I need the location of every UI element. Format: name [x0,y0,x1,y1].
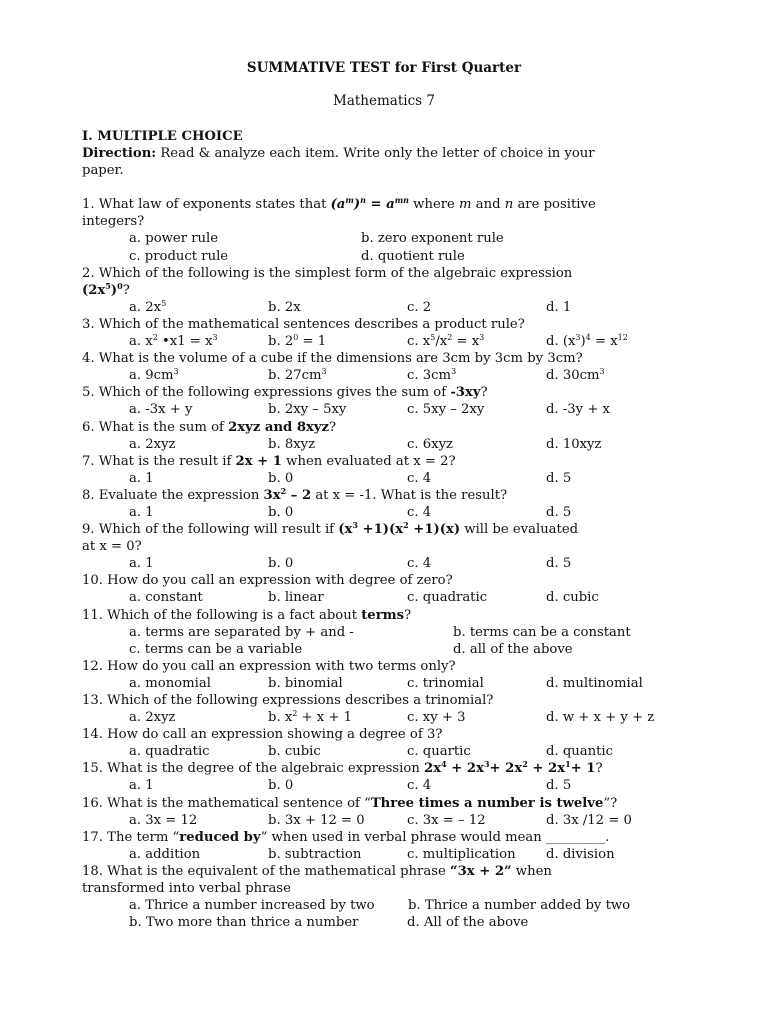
choice-b: b. terms can be a constant [453,624,631,640]
q1-text: 1. What law of exponents states that [82,197,331,213]
choice-a: a. $2x^5$ [129,298,167,315]
choice-b: b. 2xy – 5xy [268,402,347,418]
choice-a: a. -3x + y [129,402,193,418]
q13-choices [82,709,682,726]
choice-d: d. 5 [546,470,572,486]
q6-bold: 2xyz and 8xyz [228,419,330,435]
test-title: SUMMATIVE TEST for First Quarter [246,60,522,76]
question-1 [82,196,682,213]
choice-a: a. 1 [129,504,154,520]
choice-c: c. 4 [407,470,432,486]
q1-var-m: m [459,197,472,213]
choice-b: b. 0 [268,778,294,794]
question-8: 8. Evaluate the expression $3x^2 - 2$ at x = -1. What is the result? [82,485,508,503]
direction-line-1 [82,145,682,162]
choice-d: d. quantic [546,744,614,760]
choice-a: a. 1 [129,556,154,572]
question-17: 17. The term “reduced by” when used in verbal phrase would mean _________. [82,829,610,845]
choice-c: c. terms can be a variable [129,641,303,657]
choice-a: a. 2xyz [129,436,176,452]
q8-expression: $3x^2 - 2$ [263,485,312,503]
choice-b: b. subtraction [268,846,362,862]
q11-choices-row-2 [82,641,682,658]
q15-choices [82,777,682,794]
question-13: 13. Which of the following expressions describes a trinomial? [82,693,494,708]
choice-a: a. $x^2$ •x1 = $x^3$ [129,333,218,350]
choice-a: a. 1 [129,470,154,486]
q11-choices-row-1 [82,624,682,641]
q7-choices [82,470,682,487]
choice-d: d. 5 [546,556,572,572]
q17-bold: reduced by [179,829,261,845]
choice-d: d. All of the above [407,915,529,931]
question-14: 14. How do call an expression showing a degree of 3? [82,727,443,743]
choice-c: b. Two more than thrice a number [129,915,359,931]
question-9: 9. Which of the following will result if $(x^3 +1)(x^2 +1)(x)$ will be evaluated [82,520,579,538]
q18-choices-row-1 [82,897,682,914]
choice-b: b. $2^0 = 1$ [268,333,327,350]
question-12: 12. How do you call an expression with two terms only? [82,658,456,674]
q14-choices [82,743,682,760]
choice-c: c. xy + 3 [407,710,466,726]
q16-choices [82,812,682,829]
question-5: 5. Which of the following expressions gives the sum of -3xy? [82,385,488,401]
q6-choices [82,436,682,453]
q2-tail: ? [122,282,130,298]
choice-b: b. 8xyz [268,436,316,452]
question-15: 15. What is the degree of the algebraic expression $2x^4 + 2x^3+ 2x^2 + 2x^1+ 1$? [82,759,603,777]
choice-c: c. $x^5/x^2 = x^3$ [407,333,485,350]
question-7: 7. What is the result if 2x + 1 when evaluated at x = 2? [82,453,456,469]
q9-expression: $(x^3 +1)(x^2 +1)(x)$ [338,520,461,538]
choice-c: c. 2 [407,299,432,315]
q2-line-2 [82,282,682,299]
choice-d: d. $30cm^3$ [546,367,605,384]
q5-bold: -3xy [450,385,481,401]
choice-a: a. power rule [129,231,219,247]
choice-b: b. cubic [268,744,321,760]
q8-choices [82,504,682,521]
q1-var-n: n [504,197,514,213]
choice-b: b. $x^2 + x + 1$ [268,709,353,726]
choice-a: a. terms are separated by + and - [129,624,354,640]
choice-d: d. w + x + y + z [546,710,655,726]
choice-d: d. 5 [546,778,572,794]
q9-choices [82,555,682,572]
choice-c: c. trinomial [407,675,484,691]
direction-line-2: paper. [82,163,124,179]
choice-a: a. constant [129,590,203,606]
section-heading: I. MULTIPLE CHOICE [82,129,243,144]
choice-c: c. product rule [129,248,229,264]
q1-and: and [471,197,505,213]
q1-choices-row-2 [82,248,682,265]
choice-b: b. binomial [268,675,343,691]
q3-choices [82,333,682,350]
choice-c: c. quartic [407,744,471,760]
choice-d: d. quotient rule [361,248,465,264]
choice-a: a. addition [129,846,201,862]
choice-d: d. cubic [546,590,599,606]
choice-c: c. quadratic [407,590,488,606]
q2-choices [82,299,682,316]
choice-a: a. $9cm^3$ [129,367,179,384]
choice-b: b. zero exponent rule [361,231,504,247]
question-10: 10. How do you call an expression with degree of zero? [82,573,453,589]
q1-text-3: are positive [513,197,596,213]
choice-c: c. 4 [407,778,432,794]
choice-d: d. multinomial [546,675,643,691]
choice-c: c. 6xyz [407,436,453,452]
choice-c: c. 4 [407,556,432,572]
choice-b: b. 0 [268,556,294,572]
direction-label: Direction: [82,146,157,162]
question-3: 3. Which of the mathematical sentences describes a product rule? [82,316,525,332]
q18-bold: “3x + 2” [449,863,512,879]
choice-d: d. 10xyz [546,436,602,452]
q2-expression: $(2x^5)^0$ [82,280,123,298]
q9-line-2: at x = 0? [82,539,142,555]
question-4: 4. What is the volume of a cube if the dimensions are 3cm by 3cm by 3cm? [82,351,583,367]
choice-d: d. 5 [546,504,572,520]
q16-bold: Three times a number is twelve [370,795,604,811]
q4-choices [82,367,682,384]
direction-text: Read & analyze each item. Write only the letter of choice in your [156,146,595,162]
choice-c: c. multiplication [407,846,516,862]
q1-line-2: integers? [82,214,145,230]
choice-a: a. monomial [129,675,211,691]
choice-d: d. 1 [546,299,572,315]
choice-c: c. 3x = – 12 [407,812,486,828]
choice-d: d. $(x^3)^4 = x^{12}$ [546,333,628,350]
choice-b: b. 0 [268,504,294,520]
test-subtitle: Mathematics 7 [333,93,435,109]
choice-a: a. 1 [129,778,154,794]
q17-choices [82,846,682,863]
question-2: 2. Which of the following is the simplest form of the algebraic expression [82,265,573,281]
q1-text-2: where [408,197,460,213]
choice-c: c. $3cm^3$ [407,367,457,384]
question-11: 11. Which of the following is a fact about terms? [82,607,412,623]
test-content [82,128,682,931]
q5-choices [82,401,682,418]
choice-d: d. -3y + x [546,402,610,418]
question-18: 18. What is the equivalent of the mathematical phrase “3x + 2” when [82,863,552,879]
choice-b: b. linear [268,590,324,606]
choice-d: d. all of the above [453,641,573,657]
choice-d: d. division [546,846,615,862]
choice-b: b. 3x + 12 = 0 [268,812,365,828]
choice-a: a. 2xyz [129,710,176,726]
q1-choices-row-1 [82,230,682,247]
choice-c: c. 5xy – 2xy [407,402,485,418]
choice-b: b. $27cm^3$ [268,367,327,384]
choice-d: d. 3x /12 = 0 [546,812,632,828]
choice-a: a. Thrice a number increased by two [129,898,375,914]
q18-choices-row-2 [82,914,682,931]
question-6: 6. What is the sum of 2xyz and 8xyz? [82,419,337,435]
choice-a: a. 3x = 12 [129,812,198,828]
q1-formula: $(a^m)^n = a^{mn}$ [330,195,409,213]
choice-a: a. quadratic [129,744,210,760]
q15-expression: $2x^4 + 2x^3+ 2x^2 + 2x^1+ 1$ [424,759,596,777]
choice-b: b. 0 [268,470,294,486]
choice-b: b. 2x [268,299,301,315]
choice-c: c. 4 [407,504,432,520]
question-16: 16. What is the mathematical sentence of “Three times a number is twelve”? [82,795,618,811]
q12-choices [82,675,682,692]
q18-line-2: transformed into verbal phrase [82,881,291,897]
q11-bold: terms [361,607,405,623]
choice-b: b. Thrice a number added by two [408,898,631,914]
q10-choices [82,589,682,606]
q7-bold: 2x + 1 [235,453,282,469]
